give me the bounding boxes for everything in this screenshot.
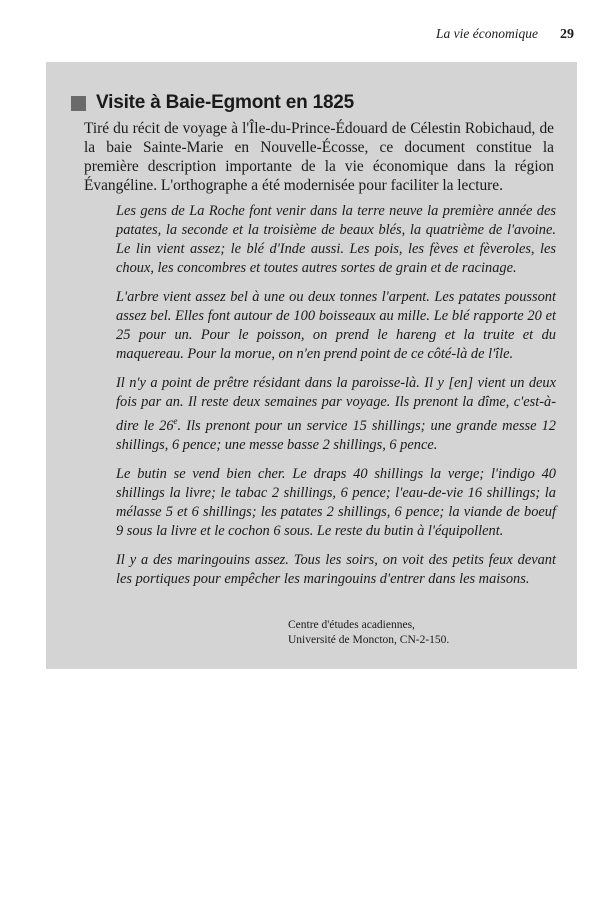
source-citation [288,618,449,648]
quote-paragraph-3-superscript: e [173,416,178,426]
running-head [436,26,574,43]
quote-paragraph-3 [116,374,556,455]
square-bullet-icon [71,96,86,111]
quote-paragraph-2: L'arbre vient assez bel à une ou deux tonnes l'arpent. Les patates poussont assez bel. Elles font autour de 100 boisseaux au mille. Le blé rapporte 20 et 25 pour un. Pour le poisson, on prend le hareng et la truite et du maquereau. Pour la morue, on n'en prend point de ce côté-là de l'île. [116,289,556,362]
box-title: Visite à Baie-Egmont en 1825 [96,92,355,113]
page-number: 29 [560,27,574,42]
section-title: La vie économique [436,26,538,41]
intro-paragraph: Tiré du récit de voyage à l'Île-du-Prince-Édouard de Célestin Robichaud, de la baie Sainte-Marie en Nouvelle-Écosse, ce document constitue la première description importante de la vie économique dans la région Évangéline. L'orthographe a été modernisée pour faciliter la lecture. [84,120,554,194]
quote-paragraph-1: Les gens de La Roche font venir dans la terre neuve la première année des patates, la seconde et la troisième de beaux blés, la quatrième de l'avoine. Le lin vient assez; le blé d'Inde aussi. Les pois, les fèves et fèveroles, les choux, les concombres et toutes autres sortes de grain et de racinage. [116,203,556,276]
quote-paragraph-5: Il y a des maringouins assez. Tous les soirs, on voit des petits feux devant les portiques pour empêcher les maringouins d'entrer dans les maisons. [116,551,556,587]
box-title-row [71,92,354,114]
document-box [46,62,577,669]
quote-paragraph-3-end: . Ils prenont pour un service 15 shillings; une grande messe 12 shillings, 6 pence; une messe basse 2 shillings, 6 pence. [116,417,556,453]
source-line-1: Centre d'études acadiennes, [288,619,415,631]
quoted-excerpt [116,202,556,599]
quote-paragraph-3-start: Il n'y a point de prêtre résidant dans la paroisse-là. Il y [en] vient un deux fois par an. Il reste deux semaines par voyage. Ils prenont la dîme, c'est-à-dire le 26 [116,375,556,434]
source-line-2: Université de Moncton, CN-2-150. [288,634,450,646]
quote-paragraph-4: Le butin se vend bien cher. Le draps 40 shillings la verge; l'indigo 40 shillings la livre; le tabac 2 shillings, 6 pence; l'eau-de-vie 16 shillings; la mélasse 5 et 6 shillings; les patates 2 shillings, 6 pence; la viande de boeuf 9 sous la livre et le cochon 6 sous. Le reste du butin à l'équipollent. [116,465,556,539]
